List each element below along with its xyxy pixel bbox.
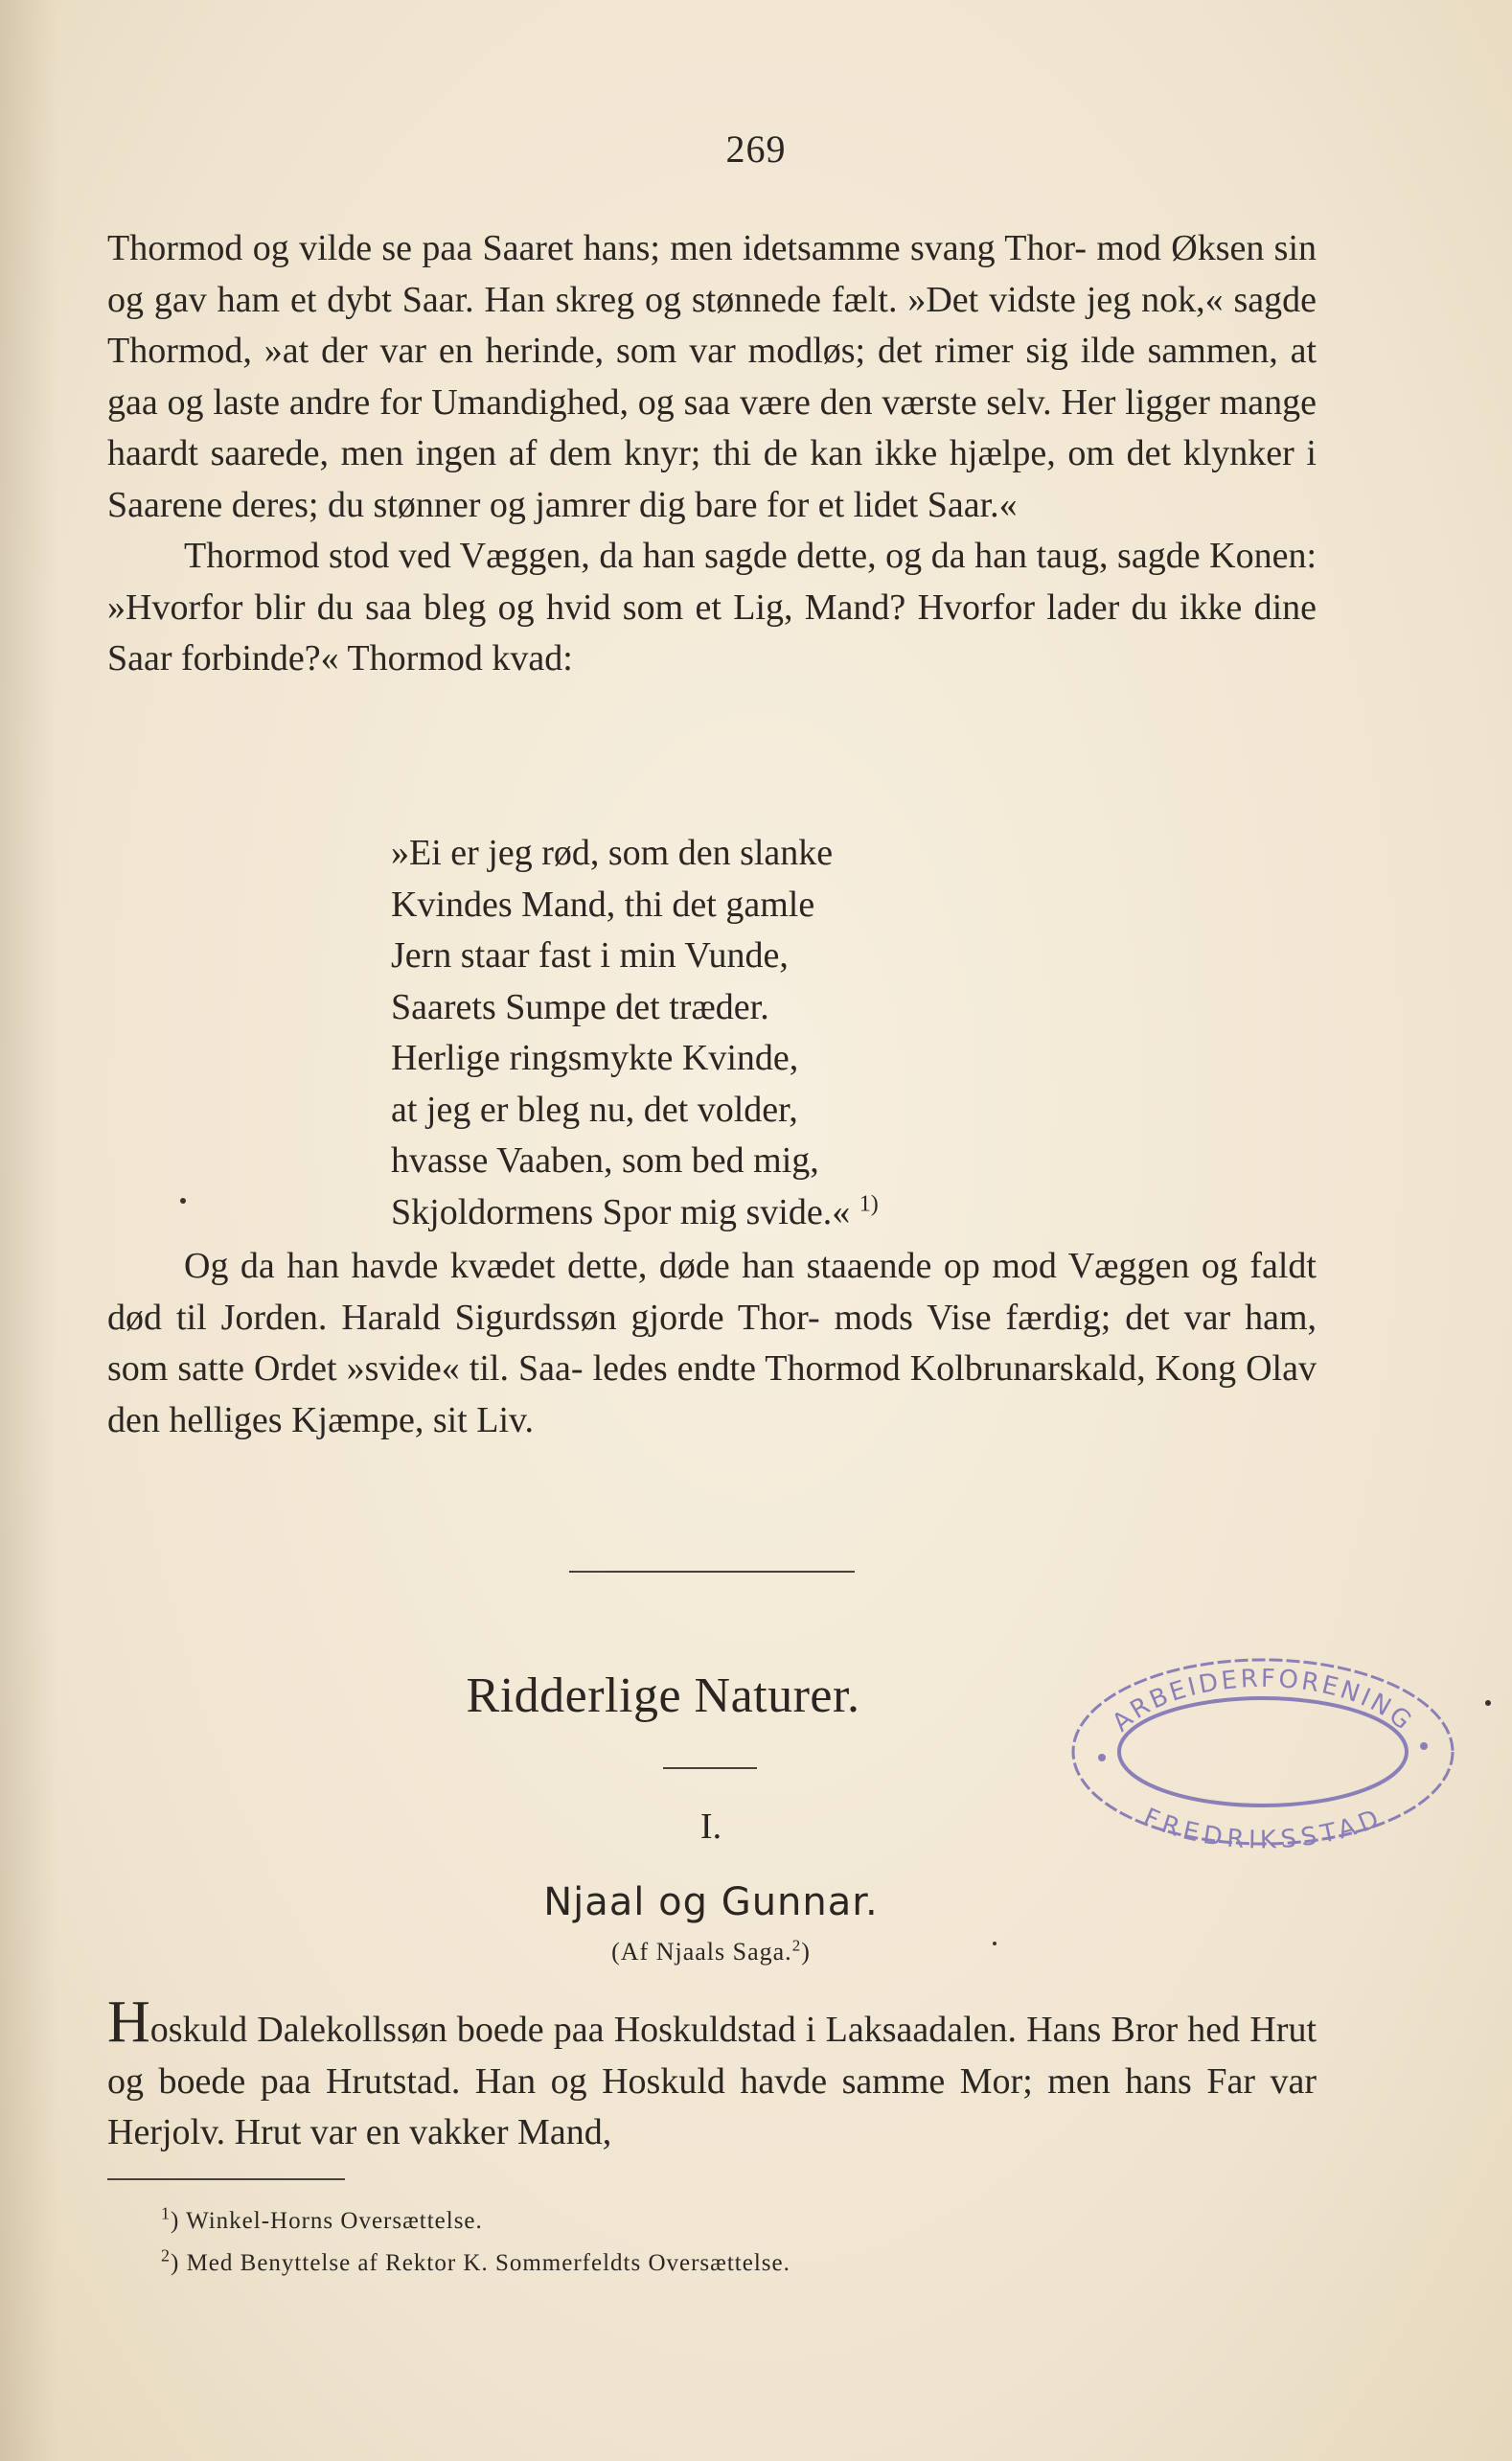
text-block-top — [107, 223, 1317, 685]
paragraph-3 — [107, 1241, 1317, 1446]
text-line: ledes endte Thormod Kolbrunarskald, Kong Olav den helliges — [107, 1348, 1317, 1440]
source-text: (Af Njaals Saga. — [611, 1938, 792, 1966]
footnote-text: ) Winkel-Horns Oversættelse. — [171, 2208, 483, 2234]
poem-line: »Ei er jeg rød, som den slanke — [391, 833, 834, 873]
source-text-end: ) — [801, 1938, 811, 1966]
poem-line: at jeg er bleg nu, det volder, — [391, 1089, 798, 1130]
poem-line: Jern staar fast i min Vunde, — [391, 935, 789, 976]
poem-line: Kvindes Mand, thi det gamle — [391, 884, 815, 925]
text-line: Kjæmpe, sit Liv. — [291, 1399, 535, 1440]
stamp-bottom-text: FREDRIKSSTAD — [1138, 1803, 1387, 1853]
section-divider — [569, 1571, 855, 1573]
footnote-ref-1: 1) — [859, 1190, 879, 1216]
text-line: samme Mor; men hans Far var Herjolv. Hrut var en vakker Mand, — [107, 2060, 1317, 2152]
stray-mark — [1485, 1700, 1491, 1706]
paragraph-2 — [107, 531, 1317, 685]
chapter-opening — [107, 1990, 1317, 2159]
footnotes — [161, 2200, 1119, 2285]
poem-line-last — [391, 1187, 1062, 1239]
stray-mark — [993, 1942, 997, 1945]
library-stamp — [1062, 1650, 1464, 1853]
chapter-title: Njaal og Gunnar. — [543, 1880, 879, 1924]
footnote-mark: 1 — [161, 2203, 171, 2223]
title-underline — [663, 1767, 757, 1769]
text-line: Lig, Mand? Hvorfor lader du ikke dine Saar forbinde?« Thormod — [107, 586, 1317, 678]
page-edge-shadow — [0, 0, 57, 2461]
text-line: fælt. »Det vidste jeg nok,« sagde Thormod, »at der var en herinde, — [107, 279, 1317, 371]
drop-cap: H — [107, 1990, 150, 2055]
text-line: Væggen og faldt død til Jorden. Harald Sigurdssøn gjorde Thor- — [107, 1246, 1317, 1338]
text-line: om det klynker i Saarene deres; du stønner og jamrer dig bare — [107, 433, 1317, 525]
poem-line: hvasse Vaaben, som bed mig, — [391, 1140, 819, 1181]
stamp-inner-ring — [1119, 1698, 1407, 1806]
text-line: for et lidet Saar.« — [766, 484, 1018, 525]
text-line: for Umandighed, og saa være den værste selv. Her ligger mange — [379, 381, 1317, 423]
text-line: Hans Bror hed Hrut og boede paa Hrutstad. Han og Hoskuld havde — [107, 2010, 1317, 2102]
text-line: Og da han havde kvædet dette, døde han staaende op mod — [184, 1246, 1057, 1286]
part-number: I. — [699, 1806, 722, 1847]
footnote-mark: 2 — [161, 2245, 171, 2266]
section-title: Ridderlige Naturer. — [466, 1668, 860, 1723]
page-number: 269 — [725, 127, 787, 171]
source-note — [450, 1938, 972, 1966]
text-line: Thormod stod ved Væggen, da han sagde dette, og da han — [184, 536, 1028, 576]
text-line: kvad: — [492, 638, 573, 678]
poem-line: Saarets Sumpe det træder. — [391, 986, 769, 1027]
footnote-text: ) Med Benyttelse af Rektor K. Sommerfeldts Oversættelse. — [171, 2250, 790, 2276]
paragraph-1 — [107, 223, 1317, 531]
footnote-2 — [161, 2242, 1119, 2285]
poem-stanza — [391, 828, 1062, 1238]
poem-line: Herlige ringsmykte Kvinde, — [391, 1038, 799, 1078]
text-line: mods Vise færdig; det var ham, som satte Ordet »svide« til. Saa- — [107, 1297, 1317, 1389]
text-line: Thormod og vilde se paa Saaret hans; men idetsamme svang Thor- — [107, 228, 1088, 268]
text-line: taug, sagde Konen: »Hvorfor blir du saa bleg og hvid som et — [107, 536, 1317, 628]
text-line: mod Øksen sin og gav ham et dybt Saar. Han skreg og stønnede — [107, 228, 1317, 320]
stamp-top-text: ARBEIDERFORENING — [1107, 1664, 1419, 1738]
paragraph-4 — [107, 1990, 1317, 2159]
footnote-1 — [161, 2200, 1119, 2242]
poem-line-text: Skjoldormens Spor mig svide.« — [391, 1191, 851, 1232]
text-line: oskuld Dalekollssøn boede paa Hoskuldstad i Laksaadalen. — [149, 2010, 1018, 2050]
text-line: som var modløs; det rimer sig ilde sammen, at gaa og laste andre — [107, 331, 1317, 423]
text-block-after-poem — [107, 1241, 1317, 1446]
margin-dot — [180, 1198, 186, 1204]
footnote-separator — [107, 2178, 345, 2180]
text-line: haardt saarede, men ingen af dem knyr; thi de kan ikke hjælpe, — [107, 433, 1056, 473]
footnote-ref-2: 2 — [791, 1936, 802, 1955]
